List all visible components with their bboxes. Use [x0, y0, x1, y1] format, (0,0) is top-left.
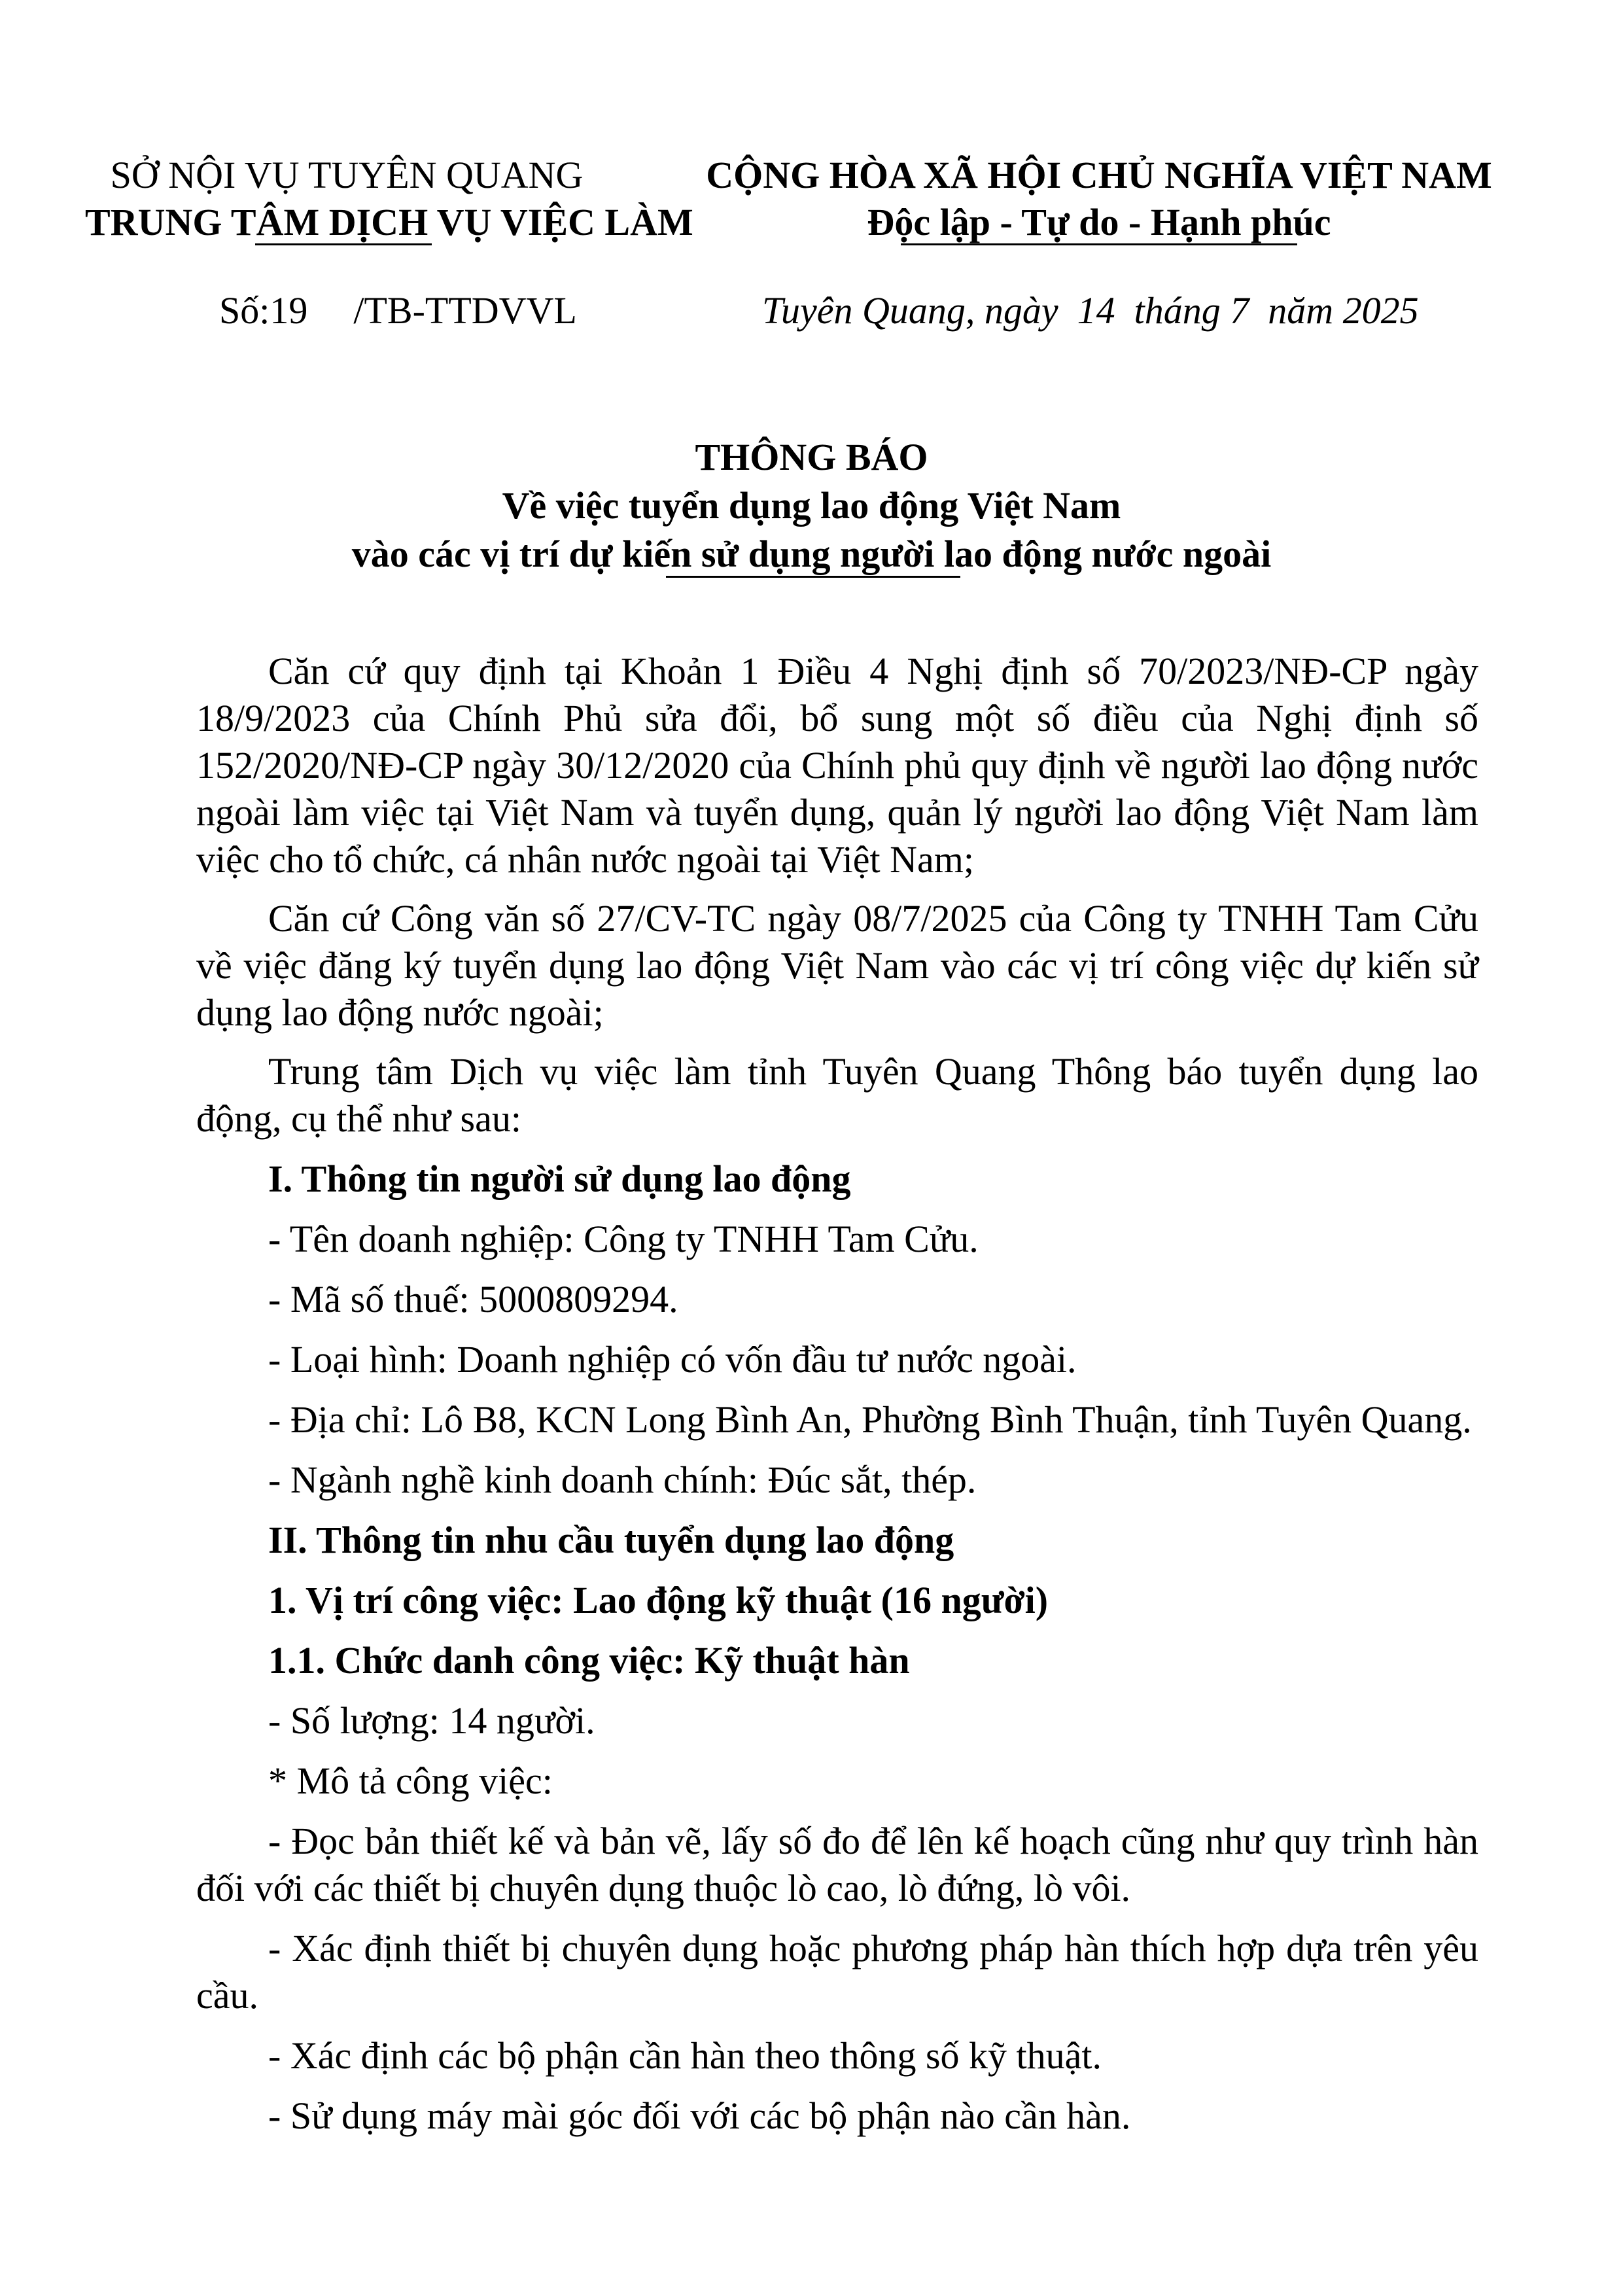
employer-type: - Loại hình: Doanh nghiệp có vốn đầu tư nước ngoài. [268, 1338, 1077, 1381]
employer-name: - Tên doanh nghiệp: Công ty TNHH Tam Cửu. [268, 1218, 979, 1260]
agency-name: TRUNG TÂM DỊCH VỤ VIỆC LÀM [85, 201, 693, 243]
job-description-item: - Sử dụng máy mài góc đối với các bộ phận nào cần hàn. [268, 2094, 1131, 2137]
document-number [219, 288, 577, 334]
agency-parent: SỞ NỘI VỤ TUYÊN QUANG [110, 154, 584, 196]
place-date: Tuyên Quang, ngày 14 tháng 7 năm 2025 [762, 289, 1419, 332]
employer-address: - Địa chỉ: Lô B8, KCN Long Bình An, Phường Bình Thuận, tỉnh Tuyên Quang. [268, 1398, 1472, 1441]
agency-underline [255, 243, 432, 245]
title-underline [666, 576, 960, 578]
country-name: CỘNG HÒA XÃ HỘI CHỦ NGHĨA VIỆT NAM [706, 154, 1492, 196]
legal-basis-paragraph-2: Căn cứ Công văn số 27/CV-TC ngày 08/7/2025 của Công ty TNHH Tam Cửu về việc đăng ký tuyển dụng lao động Việt Nam vào các vị trí công việc dự kiến sử dụng lao động nước ngoài; [196, 897, 1478, 1034]
number-value: 19 [270, 289, 308, 332]
announcement-paragraph: Trung tâm Dịch vụ việc làm tỉnh Tuyên Quang Thông báo tuyển dụng lao động, cụ thể như sau: [196, 1050, 1478, 1140]
job-description-item: - Xác định thiết bị chuyên dụng hoặc phương pháp hàn thích hợp dựa trên yêu cầu. [196, 1927, 1478, 2017]
job-quantity: - Số lượng: 14 người. [268, 1699, 595, 1742]
notice-title: THÔNG BÁO [695, 436, 928, 478]
document-body [196, 648, 1478, 2153]
number-suffix: /TB-TTDVVL [353, 289, 577, 332]
job-description-item: - Đọc bản thiết kế và bản vẽ, lấy số đo để lên kế hoạch cũng như quy trình hàn đối với các thiết bị chuyên dụng thuộc lò cao, lò đứng, lò vôi. [196, 1820, 1478, 1909]
employer-tax-code: - Mã số thuế: 5000809294. [268, 1278, 678, 1320]
employer-industry: - Ngành nghề kinh doanh chính: Đúc sắt, thép. [268, 1458, 977, 1501]
notice-subject-line-1: Về việc tuyển dụng lao động Việt Nam [502, 484, 1121, 527]
legal-basis-paragraph-1: Căn cứ quy định tại Khoản 1 Điều 4 Nghị định số 70/2023/NĐ-CP ngày 18/9/2023 của Chính Phủ sửa đổi, bổ sung một số điều của Nghị định số 152/2020/NĐ-CP ngày 30/12/2020 của Chính phủ quy định về người lao động nước ngoài làm việc tại Việt Nam và tuyển dụng, quản lý người lao động Việt Nam làm việc cho tổ chức, cá nhân nước ngoài tại Việt Nam; [196, 650, 1478, 881]
job-title-heading: 1.1. Chức danh công việc: Kỹ thuật hàn [268, 1639, 910, 1682]
job-description-item: - Xác định các bộ phận cần hàn theo thông số kỹ thuật. [268, 2034, 1102, 2077]
notice-subject-line-2: vào các vị trí dự kiến sử dụng người lao động nước ngoài [351, 533, 1272, 575]
national-motto: Độc lập - Tự do - Hạnh phúc [867, 201, 1331, 243]
number-prefix: Số: [219, 289, 270, 332]
job-description-label: * Mô tả công việc: [268, 1759, 553, 1802]
motto-underline [901, 243, 1297, 245]
job-position-heading: 1. Vị trí công việc: Lao động kỹ thuật (16 người) [268, 1579, 1049, 1621]
section-1-heading: I. Thông tin người sử dụng lao động [268, 1157, 851, 1200]
section-2-heading: II. Thông tin nhu cầu tuyển dụng lao động [268, 1519, 954, 1561]
